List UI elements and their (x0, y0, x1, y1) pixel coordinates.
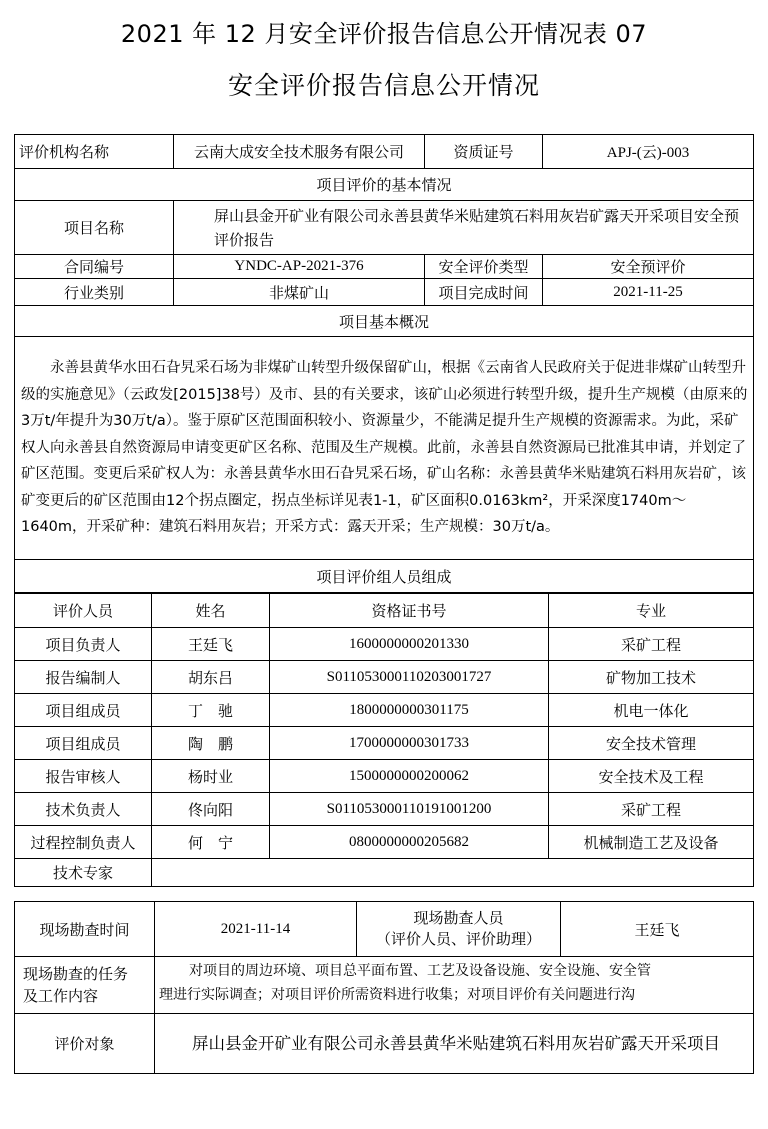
member-major: 机械制造工艺及设备 (549, 826, 754, 859)
overview-text-cell (15, 337, 754, 560)
org-value: 云南大成安全技术服务有限公司 (174, 135, 425, 169)
info-table-main (14, 134, 753, 887)
member-name: 胡东吕 (152, 661, 270, 694)
project-name-value: 屏山县金开矿业有限公司永善县黄华米贴建筑石料用灰岩矿露天开采项目安全预评价报告 (174, 201, 754, 255)
org-label: 评价机构名称 (15, 135, 174, 169)
member-cert: 0800000000205682 (270, 826, 549, 859)
member-cert: 1500000000200062 (270, 760, 549, 793)
member-cert: 1800000000301175 (270, 694, 549, 727)
survey-people-label (357, 902, 561, 957)
target-label: 评价对象 (15, 1014, 155, 1074)
table-row (15, 826, 754, 859)
team-header: 项目评价组人员组成 (15, 560, 754, 593)
basic-header: 项目评价的基本情况 (15, 169, 754, 201)
table-row (15, 760, 754, 793)
eval-type-value: 安全预评价 (543, 255, 754, 279)
survey-people-label-line1: 现场勘查人员 (413, 909, 504, 927)
survey-people-label-line2: （评价人员、评价助理） (375, 930, 541, 948)
member-name: 陶 鹏 (152, 727, 270, 760)
team-table-header-row (15, 594, 754, 628)
overview-header: 项目基本概况 (15, 306, 754, 337)
industry-value: 非煤矿山 (174, 279, 425, 306)
cert-value: APJ-(云)-003 (543, 135, 754, 169)
survey-task-value (155, 957, 754, 1014)
target-value: 屏山县金开矿业有限公司永善县黄华米贴建筑石料用灰岩矿露天开采项目 (155, 1014, 754, 1074)
member-major: 矿物加工技术 (549, 661, 754, 694)
member-major: 安全技术及工程 (549, 760, 754, 793)
cert-label: 资质证号 (425, 135, 543, 169)
table-row (15, 727, 754, 760)
col-cert: 资格证书号 (270, 594, 549, 628)
member-cert: S011053000110203001727 (270, 661, 549, 694)
team-table (14, 593, 754, 887)
table-row (15, 793, 754, 826)
done-label: 项目完成时间 (425, 279, 543, 306)
overview-text: 永善县黄华水田石旮旯采石场为非煤矿山转型升级保留矿山，根据《云南省人民政府关于促进非煤矿山转型升级的实施意见》（云政发[2015]38号）及市、县的有关要求，该矿山必须进行转型升级，提升生产规模（由原来的3万t/年提升为30万t/a）。鉴于原矿区范围面积较小、资源量少，不能满足提升生产规模的资源需求。为此，采矿权人向永善县自然资源局申请变更矿区名称、范围及生产规模。此前，永善县自然资源局已批准其申请，并划定了矿区范围。变更后采矿权人为：永善县黄华水田石旮旯采石场，矿山名称：永善县黄华米贴建筑石料用灰岩矿，该矿变更后的矿区范围由12个拐点圈定，拐点坐标详见表1-1，矿区面积0.0163km²，开采深度1740m～1640m，开采矿种：建筑石料用灰岩；开采方式：露天开采；生产规模：30万t/a。 (21, 360, 748, 536)
col-role: 评价人员 (15, 594, 152, 628)
table-row (15, 694, 754, 727)
expert-row (15, 859, 754, 887)
member-role: 报告审核人 (15, 760, 152, 793)
member-role: 项目组成员 (15, 727, 152, 760)
contract-value: YNDC-AP-2021-376 (174, 255, 425, 279)
member-name: 王廷飞 (152, 628, 270, 661)
member-cert: S011053000110191001200 (270, 793, 549, 826)
member-name: 何 宁 (152, 826, 270, 859)
done-value: 2021-11-25 (543, 279, 754, 306)
survey-task-line1: 对项目的周边环境、项目总平面布置、工艺及设备设施、安全设施、安全管 (189, 963, 651, 979)
member-cert: 1600000000201330 (270, 628, 549, 661)
table-row (15, 661, 754, 694)
expert-label: 技术专家 (15, 859, 152, 887)
survey-table (14, 901, 753, 1074)
survey-time-label: 现场勘查时间 (15, 902, 155, 957)
project-name-label: 项目名称 (15, 201, 174, 255)
member-role: 技术负责人 (15, 793, 152, 826)
expert-value (152, 859, 754, 887)
member-role: 项目组成员 (15, 694, 152, 727)
contract-label: 合同编号 (15, 255, 174, 279)
survey-task-label-line2: 及工作内容 (23, 987, 99, 1005)
survey-task-label (15, 957, 155, 1014)
page-title: 2021 年 12 月安全评价报告信息公开情况表 07 (120, 20, 648, 48)
industry-label: 行业类别 (15, 279, 174, 306)
member-major: 安全技术管理 (549, 727, 754, 760)
eval-type-label: 安全评价类型 (425, 255, 543, 279)
survey-time-value: 2021-11-14 (155, 902, 357, 957)
member-role: 项目负责人 (15, 628, 152, 661)
survey-task-label-line1: 现场勘查的任务 (23, 965, 129, 983)
member-major: 采矿工程 (549, 628, 754, 661)
member-cert: 1700000000301733 (270, 727, 549, 760)
member-role: 报告编制人 (15, 661, 152, 694)
survey-people-value: 王廷飞 (561, 902, 754, 957)
member-major: 机电一体化 (549, 694, 754, 727)
member-name: 杨时业 (152, 760, 270, 793)
col-name: 姓名 (152, 594, 270, 628)
member-role: 过程控制负责人 (15, 826, 152, 859)
col-major: 专业 (549, 594, 754, 628)
page-subtitle: 安全评价报告信息公开情况 (227, 71, 540, 100)
survey-task-line2: 理进行实际调查；对项目评价所需资料进行收集；对项目评价有关问题进行沟 (159, 987, 635, 1003)
table-row (15, 628, 754, 661)
member-name: 佟向阳 (152, 793, 270, 826)
member-name: 丁 驰 (152, 694, 270, 727)
member-major: 采矿工程 (549, 793, 754, 826)
